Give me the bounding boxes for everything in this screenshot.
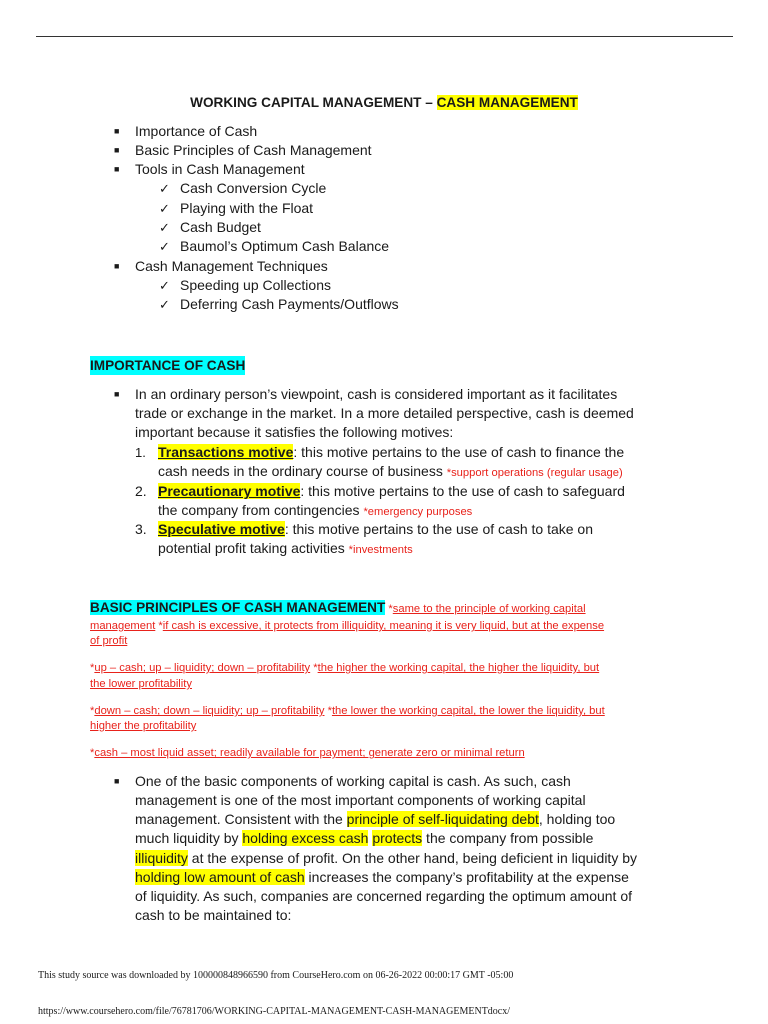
paragraph-line: cash to be maintained to:: [135, 907, 292, 923]
red-note: *: [90, 747, 95, 759]
motive-title: Precautionary motive: [158, 483, 301, 499]
checkmark-icon: ✓: [159, 239, 170, 254]
highlighted-text: holding low amount of cash: [135, 869, 305, 885]
motive-line: [158, 482, 625, 501]
red-note: up – cash; up – liquidity; down – profitability: [94, 662, 311, 674]
motive-text: : this motive pertains to the use of cash to safeguard: [300, 483, 625, 499]
motive-line: [158, 539, 413, 560]
text-run: at the expense of profit. On the other hand, being deficient in liquidity by: [187, 850, 637, 866]
red-note: *: [155, 620, 163, 632]
checkmark-icon: ✓: [159, 278, 170, 293]
principles-heading-line: [90, 600, 586, 617]
text-run: , holding too: [538, 811, 616, 827]
red-note: if cash is excessive, it protects from illiquidity, meaning it is very liquid, but at the expense: [162, 620, 605, 632]
section-heading-principles: BASIC PRINCIPLES OF CASH MANAGEMENT: [90, 600, 386, 615]
motive-line: [158, 462, 623, 483]
checkmark-icon: ✓: [159, 297, 170, 312]
motive-text: : this motive pertains to the use of cash to take on: [284, 521, 593, 537]
outline-item: Basic Principles of Cash Management: [135, 142, 372, 158]
red-note: *: [90, 662, 95, 674]
list-number: 2.: [135, 483, 147, 499]
motive-text: potential profit taking activities: [158, 540, 349, 556]
bullet-icon: ■: [114, 776, 120, 786]
red-note: *investments: [348, 544, 413, 556]
text-run: increases the company’s profitability at the expense: [304, 869, 629, 885]
motive-text: the company from contingencies: [158, 502, 364, 518]
text-run: the company from possible: [422, 830, 594, 846]
red-note-line: of profit: [90, 635, 128, 647]
download-notice: This study source was downloaded by 100000848966590 from CourseHero.com on 06-26-2022 00:00:17 GMT -05:00: [38, 970, 514, 981]
motive-line: [158, 443, 624, 462]
paragraph-line: trade or exchange in the market. In a more detailed perspective, cash is deemed: [135, 405, 634, 421]
outline-item: Cash Management Techniques: [135, 258, 328, 274]
red-note-line: [90, 703, 605, 719]
outline-subitem: Baumol’s Optimum Cash Balance: [180, 238, 390, 254]
motive-title: Transactions motive: [158, 444, 294, 460]
title-part1: WORKING CAPITAL MANAGEMENT: [190, 95, 422, 110]
highlighted-text: principle of self-liquidating debt: [346, 811, 539, 827]
red-note-line: [90, 660, 599, 676]
outline-subitem: Cash Conversion Cycle: [180, 180, 327, 196]
list-number: 3.: [135, 521, 147, 537]
bullet-icon: ■: [114, 389, 120, 399]
paragraph-line: One of the basic components of working capital is cash. As such, cash: [135, 773, 571, 789]
list-number: 1.: [135, 445, 146, 460]
highlighted-text: holding excess cash: [242, 830, 369, 846]
red-note: cash – most liquid asset; readily available for payment; generate zero or minimal return: [94, 747, 525, 759]
red-note-line: higher the profitability: [90, 720, 197, 732]
red-note: *: [324, 705, 332, 717]
paragraph-line: [135, 810, 615, 829]
red-note: *: [90, 705, 95, 717]
motive-text: : this motive pertains to the use of cash to finance the: [293, 444, 625, 460]
checkmark-icon: ✓: [159, 201, 170, 216]
bullet-icon: ■: [114, 145, 120, 155]
red-note: *support operations (regular usage): [446, 467, 623, 479]
bullet-icon: ■: [114, 126, 120, 136]
motive-title: Speculative motive: [158, 521, 285, 537]
bullet-icon: ■: [114, 164, 120, 174]
highlighted-text: protects: [372, 830, 423, 846]
title-dash: –: [421, 95, 437, 110]
red-note-line: [90, 618, 604, 634]
red-note: down – cash; down – liquidity; up – profitability: [94, 705, 325, 717]
paragraph-line: [135, 868, 629, 887]
red-note-line: [90, 745, 525, 761]
paragraph-line: [135, 829, 593, 848]
red-note: the lower the working capital, the lower the liquidity, but: [331, 705, 605, 717]
outline-item: Importance of Cash: [135, 123, 258, 139]
outline-item: Tools in Cash Management: [135, 161, 305, 177]
outline-subitem: Playing with the Float: [180, 200, 314, 216]
title-part2-highlighted: CASH MANAGEMENT: [436, 95, 578, 110]
red-note: the higher the working capital, the higher the liquidity, but: [317, 662, 600, 674]
section-heading-importance: IMPORTANCE OF CASH: [90, 358, 246, 373]
checkmark-icon: ✓: [159, 220, 170, 235]
red-note-line: the lower profitability: [90, 678, 192, 690]
outline-subitem: Speeding up Collections: [180, 277, 331, 293]
red-note: management: [90, 620, 156, 632]
paragraph-line: of liquidity. As such, companies are concerned regarding the optimum amount of: [135, 888, 633, 904]
paragraph-line: In an ordinary person’s viewpoint, cash is considered important as it facilitates: [135, 386, 618, 402]
red-note: *: [310, 662, 318, 674]
text-run: much liquidity by: [135, 830, 243, 846]
motive-text: cash needs in the ordinary course of business: [158, 463, 447, 479]
text-run: management. Consistent with the: [135, 811, 347, 827]
bullet-icon: ■: [114, 261, 120, 271]
highlighted-text: illiquidity: [135, 850, 188, 866]
paragraph-line: [135, 849, 637, 868]
paragraph-line: management is one of the most important components of working capital: [135, 792, 586, 808]
source-url[interactable]: https://www.coursehero.com/file/76781706/WORKING-CAPITAL-MANAGEMENT-CASH-MANAGEMENTdocx/: [38, 1006, 511, 1017]
outline-subitem: Deferring Cash Payments/Outflows: [180, 296, 399, 312]
red-note: *emergency purposes: [363, 506, 473, 518]
paragraph-line: important because it satisfies the following motives:: [135, 424, 454, 440]
top-rule: [36, 36, 733, 37]
red-note: same to the principle of working capital: [392, 603, 586, 615]
red-note: *: [385, 603, 393, 615]
outline-subitem: Cash Budget: [180, 219, 261, 235]
motive-line: [158, 501, 472, 522]
checkmark-icon: ✓: [159, 181, 170, 196]
document-title: [0, 94, 768, 112]
motive-line: [158, 520, 593, 539]
